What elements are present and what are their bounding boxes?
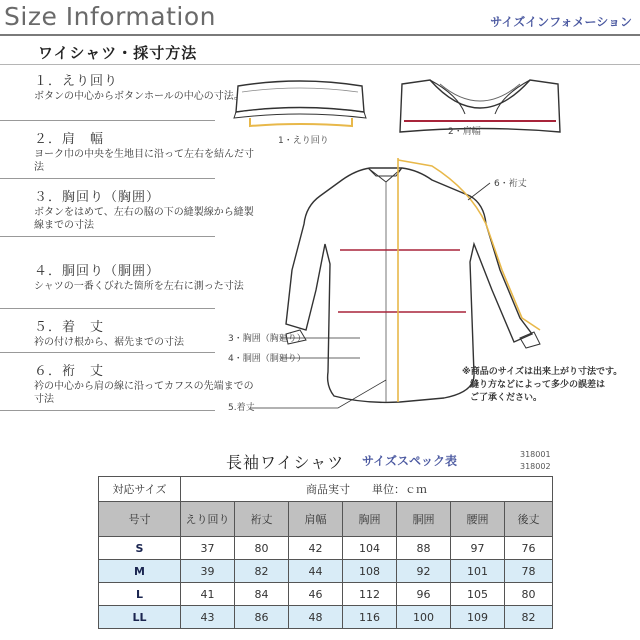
label-sleeve: 6・裄丈	[494, 179, 527, 189]
label-waist: 4・胴囲（胴廻り）	[228, 354, 306, 364]
table-row	[99, 606, 553, 629]
step-rule	[0, 410, 215, 411]
step-desc-chest: ボタンをはめて、左右の脇の下の縫製線から縫製線までの寸法	[34, 207, 254, 231]
product-code: 318001	[520, 450, 551, 459]
table-cell: 41	[181, 583, 235, 606]
step-desc-length: 衿の付け根から、裾先までの寸法	[34, 337, 184, 348]
table-cell: 82	[235, 560, 289, 583]
table-cell: 108	[343, 560, 397, 583]
label-shoulder: 2・肩幅	[448, 127, 481, 137]
table-row	[99, 583, 553, 606]
label-collar: 1・えり回り	[278, 136, 329, 146]
size-note	[462, 366, 637, 405]
collar-drawing	[234, 81, 366, 126]
column-header: 号寸	[99, 502, 181, 537]
step-desc-waist: シャツの一番くびれた箇所を左右に測った寸法	[34, 281, 244, 292]
column-header: 腰囲	[451, 502, 505, 537]
column-header: 後丈	[505, 502, 553, 537]
size-cell: S	[99, 537, 181, 560]
table-cell: 100	[397, 606, 451, 629]
table-row	[99, 560, 553, 583]
row-label-cell: 対応サイズ	[99, 477, 181, 502]
step-rule	[0, 236, 215, 237]
table-cell: 112	[343, 583, 397, 606]
table-cell: 104	[343, 537, 397, 560]
table-cell: 97	[451, 537, 505, 560]
spec-subtitle: サイズスペック表	[362, 454, 458, 468]
table-cell: 88	[397, 537, 451, 560]
step-rule	[0, 178, 215, 179]
step-desc-collar: ボタンの中心からボタンホールの中心の寸法。	[34, 91, 244, 102]
table-cell: 76	[505, 537, 553, 560]
size-cell: L	[99, 583, 181, 606]
label-chest: 3・胸囲（胸廻り）	[228, 334, 306, 344]
table-cell: 86	[235, 606, 289, 629]
column-header: 胴囲	[397, 502, 451, 537]
table-cell: 96	[397, 583, 451, 606]
table-cell: 44	[289, 560, 343, 583]
section-divider	[0, 64, 640, 65]
note-line: ※商品のサイズは出来上がり寸法です。	[462, 367, 623, 377]
step-title-chest: ３．胸回り（胸囲）	[34, 190, 161, 205]
unit-header-cell: 商品実寸 単位：ｃｍ	[181, 477, 553, 502]
table-cell: 42	[289, 537, 343, 560]
step-title-shoulder: ２．肩 幅	[34, 132, 105, 147]
column-header: 裄丈	[235, 502, 289, 537]
note-line: 縫り方などによって多少の誤差は	[470, 380, 606, 390]
spec-title: 長袖ワイシャツ	[226, 453, 345, 472]
step-desc-sleeve: 衿の中心から肩の線に沿ってカフスの先端までの寸法	[34, 381, 254, 405]
section-heading: ワイシャツ・採寸方法	[38, 44, 198, 62]
product-code: 318002	[520, 462, 551, 471]
table-cell: 48	[289, 606, 343, 629]
size-spec-table	[98, 476, 553, 629]
column-header: えり回り	[181, 502, 235, 537]
table-cell: 116	[343, 606, 397, 629]
step-title-length: ５．着 丈	[34, 320, 105, 335]
table-cell: 80	[235, 537, 289, 560]
step-title-waist: ４．胴回り（胴囲）	[34, 264, 161, 279]
table-title-row	[99, 477, 553, 502]
table-header-row	[99, 502, 553, 537]
step-title-collar: １．えり回り	[34, 74, 119, 89]
step-title-sleeve: ６．裄 丈	[34, 364, 105, 379]
size-cell: M	[99, 560, 181, 583]
table-cell: 46	[289, 583, 343, 606]
label-length: 5.着丈	[228, 403, 255, 413]
step-rule	[0, 352, 215, 353]
page-title: Size Information	[4, 2, 216, 31]
table-cell: 37	[181, 537, 235, 560]
yoke-drawing	[400, 80, 560, 132]
page-subtitle: サイズインフォメーション	[490, 15, 632, 29]
table-row	[99, 537, 553, 560]
step-rule	[0, 308, 215, 309]
column-header: 肩幅	[289, 502, 343, 537]
column-header: 胸囲	[343, 502, 397, 537]
table-cell: 78	[505, 560, 553, 583]
note-line: ご了承ください。	[470, 393, 543, 403]
table-cell: 84	[235, 583, 289, 606]
table-cell: 43	[181, 606, 235, 629]
step-desc-shoulder: ヨーク巾の中央を生地目に沿って左右を結んだ寸法	[34, 149, 254, 173]
table-cell: 92	[397, 560, 451, 583]
table-cell: 82	[505, 606, 553, 629]
step-rule	[0, 120, 215, 121]
size-cell: LL	[99, 606, 181, 629]
table-cell: 80	[505, 583, 553, 606]
table-cell: 39	[181, 560, 235, 583]
table-cell: 101	[451, 560, 505, 583]
table-cell: 105	[451, 583, 505, 606]
header-divider	[0, 34, 640, 36]
table-cell: 109	[451, 606, 505, 629]
